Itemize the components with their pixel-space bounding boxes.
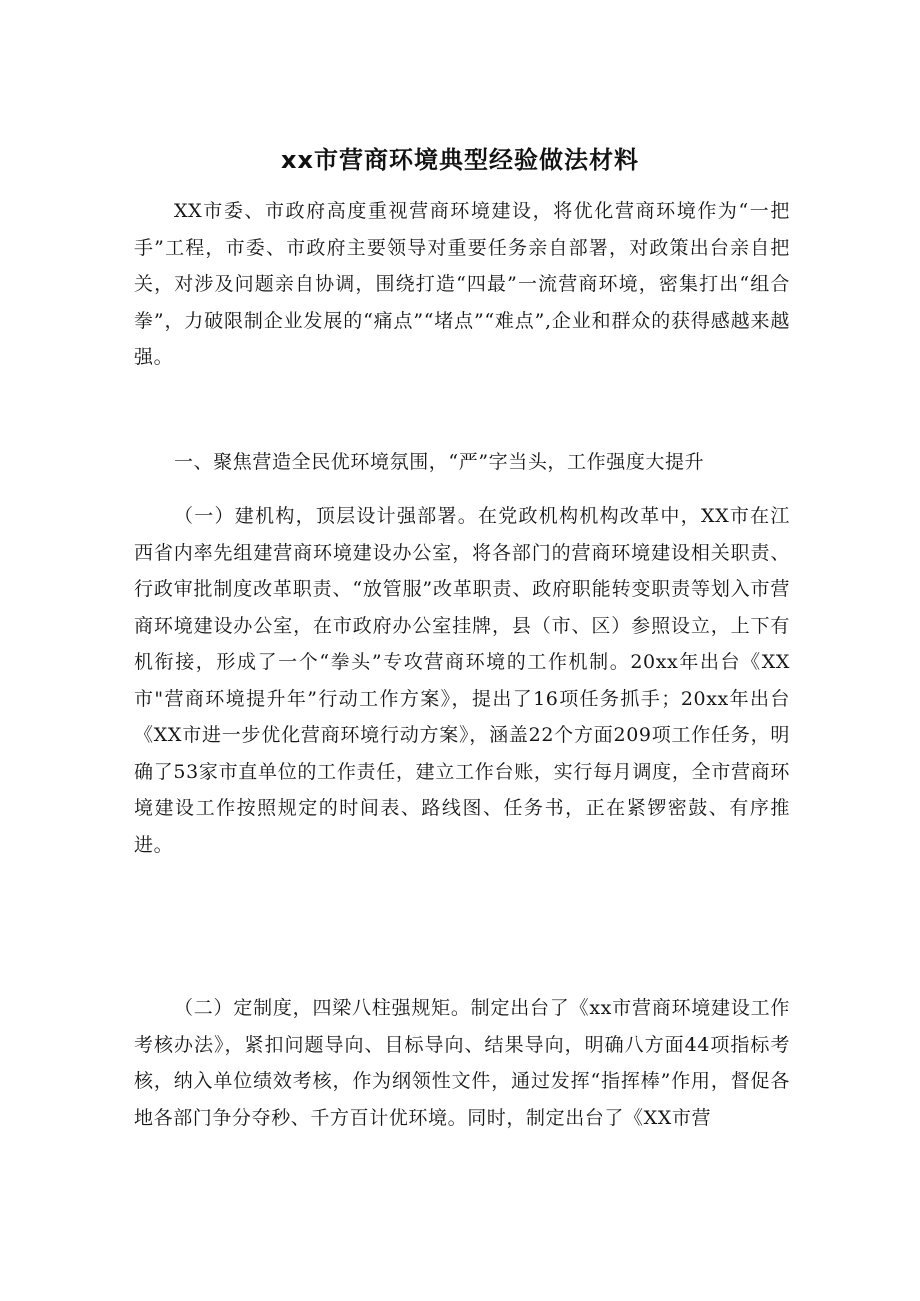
intro-paragraph: XX市委、市政府高度重视营商环境建设，将优化营商环境作为“一把手”工程，市委、市政府主要领导对重要任务亲自部署，对政策出台亲自把关，对涉及问题亲自协调，围绕打造“四最”一流营商环境，密集打出“组合拳”，力破限制企业发展的“痛点”“堵点”“难点”,企业和群众的获得感越来越强。 bbox=[134, 200, 790, 368]
body-paragraph-item-1: （一）建机构，顶层设计强部署。在党政机构机构改革中，XX市在江西省内率先组建营商环境建设办公室，将各部门的营商环境建设相关职责、行政审批制度改革职责、“放管服”改革职责、政府职能转变职责等划入市营商环境建设办公室，在市政府办公室挂牌，县（市、区）参照设立，上下有机衔接，形成了一个“拳头”专攻营商环境的工作机制。20xx年出台《XX市"营商环境提升年”行动工作方案》，提出了16项任务抓手；20xx年出台《XX市进一步优化营商环境行动方案》，涵盖22个方面209项工作任务，明确了53家市直单位的工作责任，建立工作台账，实行每月调度，全市营商环境建设工作按照规定的时间表、路线图、任务书，正在紧锣密鼓、有序推进。 bbox=[134, 505, 790, 856]
body-paragraph-item-2: （二）定制度，四梁八柱强规矩。制定出台了《xx市营商环境建设工作考核办法》，紧扣问题导向、目标导向、结果导向，明确八方面44项指标考核，纳入单位绩效考核，作为纲领性文件，通过发挥“指挥棒”作用，督促各地各部门争分夺秒、千方百计优环境。同时，制定出台了《XX市营 bbox=[134, 997, 790, 1129]
section-heading: 一、聚焦营造全民优环境氛围，“严”字当头，工作强度大提升 bbox=[174, 451, 705, 473]
document-title: xx市营商环境典型经验做法材料 bbox=[281, 146, 639, 174]
